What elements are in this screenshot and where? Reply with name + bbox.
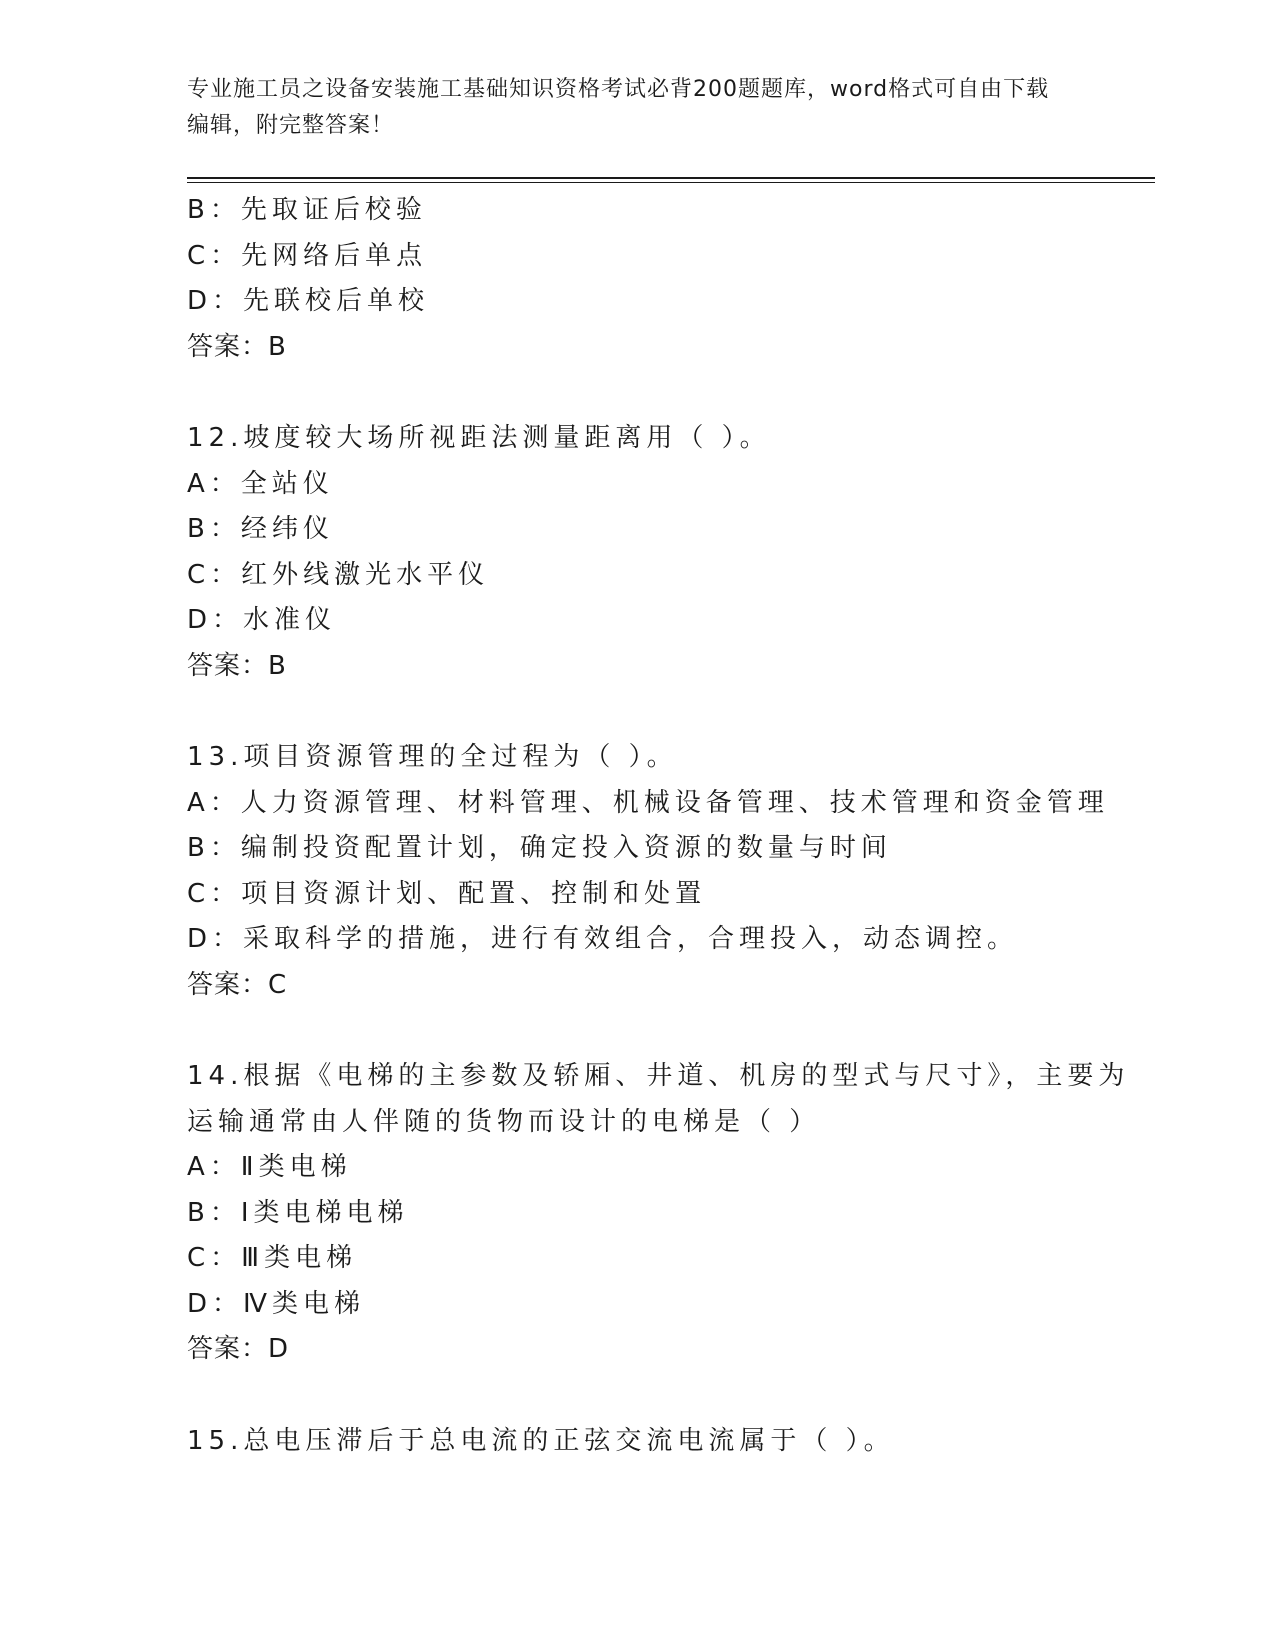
option-b: B：先取证后校验	[187, 195, 427, 225]
option-b: B：Ⅰ类电梯电梯	[187, 1197, 409, 1228]
header-rule-thick	[187, 177, 1155, 179]
question-13	[187, 735, 1109, 1008]
document-body	[187, 188, 1130, 1464]
question-stem: 15.总电压滞后于总电流的正弦交流电流属于（ ）。	[187, 1425, 895, 1456]
question-stem: 12.坡度较大场所视距法测量距离用（ ）。	[187, 423, 771, 453]
answer: 答案：B	[187, 650, 287, 681]
option-d: D：先联校后单校	[187, 286, 430, 316]
option-a: A：人力资源管理、材料管理、机械设备管理、技术管理和资金管理	[187, 787, 1109, 818]
document-header: 专业施工员之设备安装施工基础知识资格考试必背200题题库，word格式可自由下载编辑，附完整答案！	[187, 77, 1050, 138]
option-c: C：先网络后单点	[187, 240, 428, 271]
question-15	[187, 1419, 1087, 1465]
question-stem-line-1: 14.根据《电梯的主参数及轿厢、井道、机房的型式与尺寸》，主要为	[187, 1061, 1130, 1091]
option-c: C：Ⅲ类电梯	[187, 1243, 358, 1273]
question-11-tail	[187, 188, 1087, 370]
answer: 答案：B	[187, 331, 287, 362]
option-d: D：采取科学的措施，进行有效组合，合理投入，动态调控。	[187, 924, 1019, 954]
question-stem: 13.项目资源管理的全过程为（ ）。	[187, 742, 678, 772]
question-12	[187, 416, 1087, 689]
option-c: C：红外线激光水平仪	[187, 559, 490, 590]
option-d: D：Ⅳ类电梯	[187, 1288, 366, 1319]
option-a: A：全站仪	[187, 468, 334, 499]
answer: 答案：C	[187, 969, 288, 1000]
option-d: D：水准仪	[187, 605, 337, 635]
header-rule-thin	[187, 182, 1155, 183]
question-14	[187, 1054, 1130, 1373]
option-b: B：经纬仪	[187, 514, 334, 544]
option-b: B：编制投资配置计划，确定投入资源的数量与时间	[187, 833, 892, 863]
option-c: C：项目资源计划、配置、控制和处置	[187, 878, 707, 909]
answer: 答案：D	[187, 1334, 290, 1364]
option-a: A：Ⅱ类电梯	[187, 1152, 352, 1182]
question-stem-line-2: 运输通常由人伴随的货物而设计的电梯是（ ）	[187, 1106, 821, 1137]
